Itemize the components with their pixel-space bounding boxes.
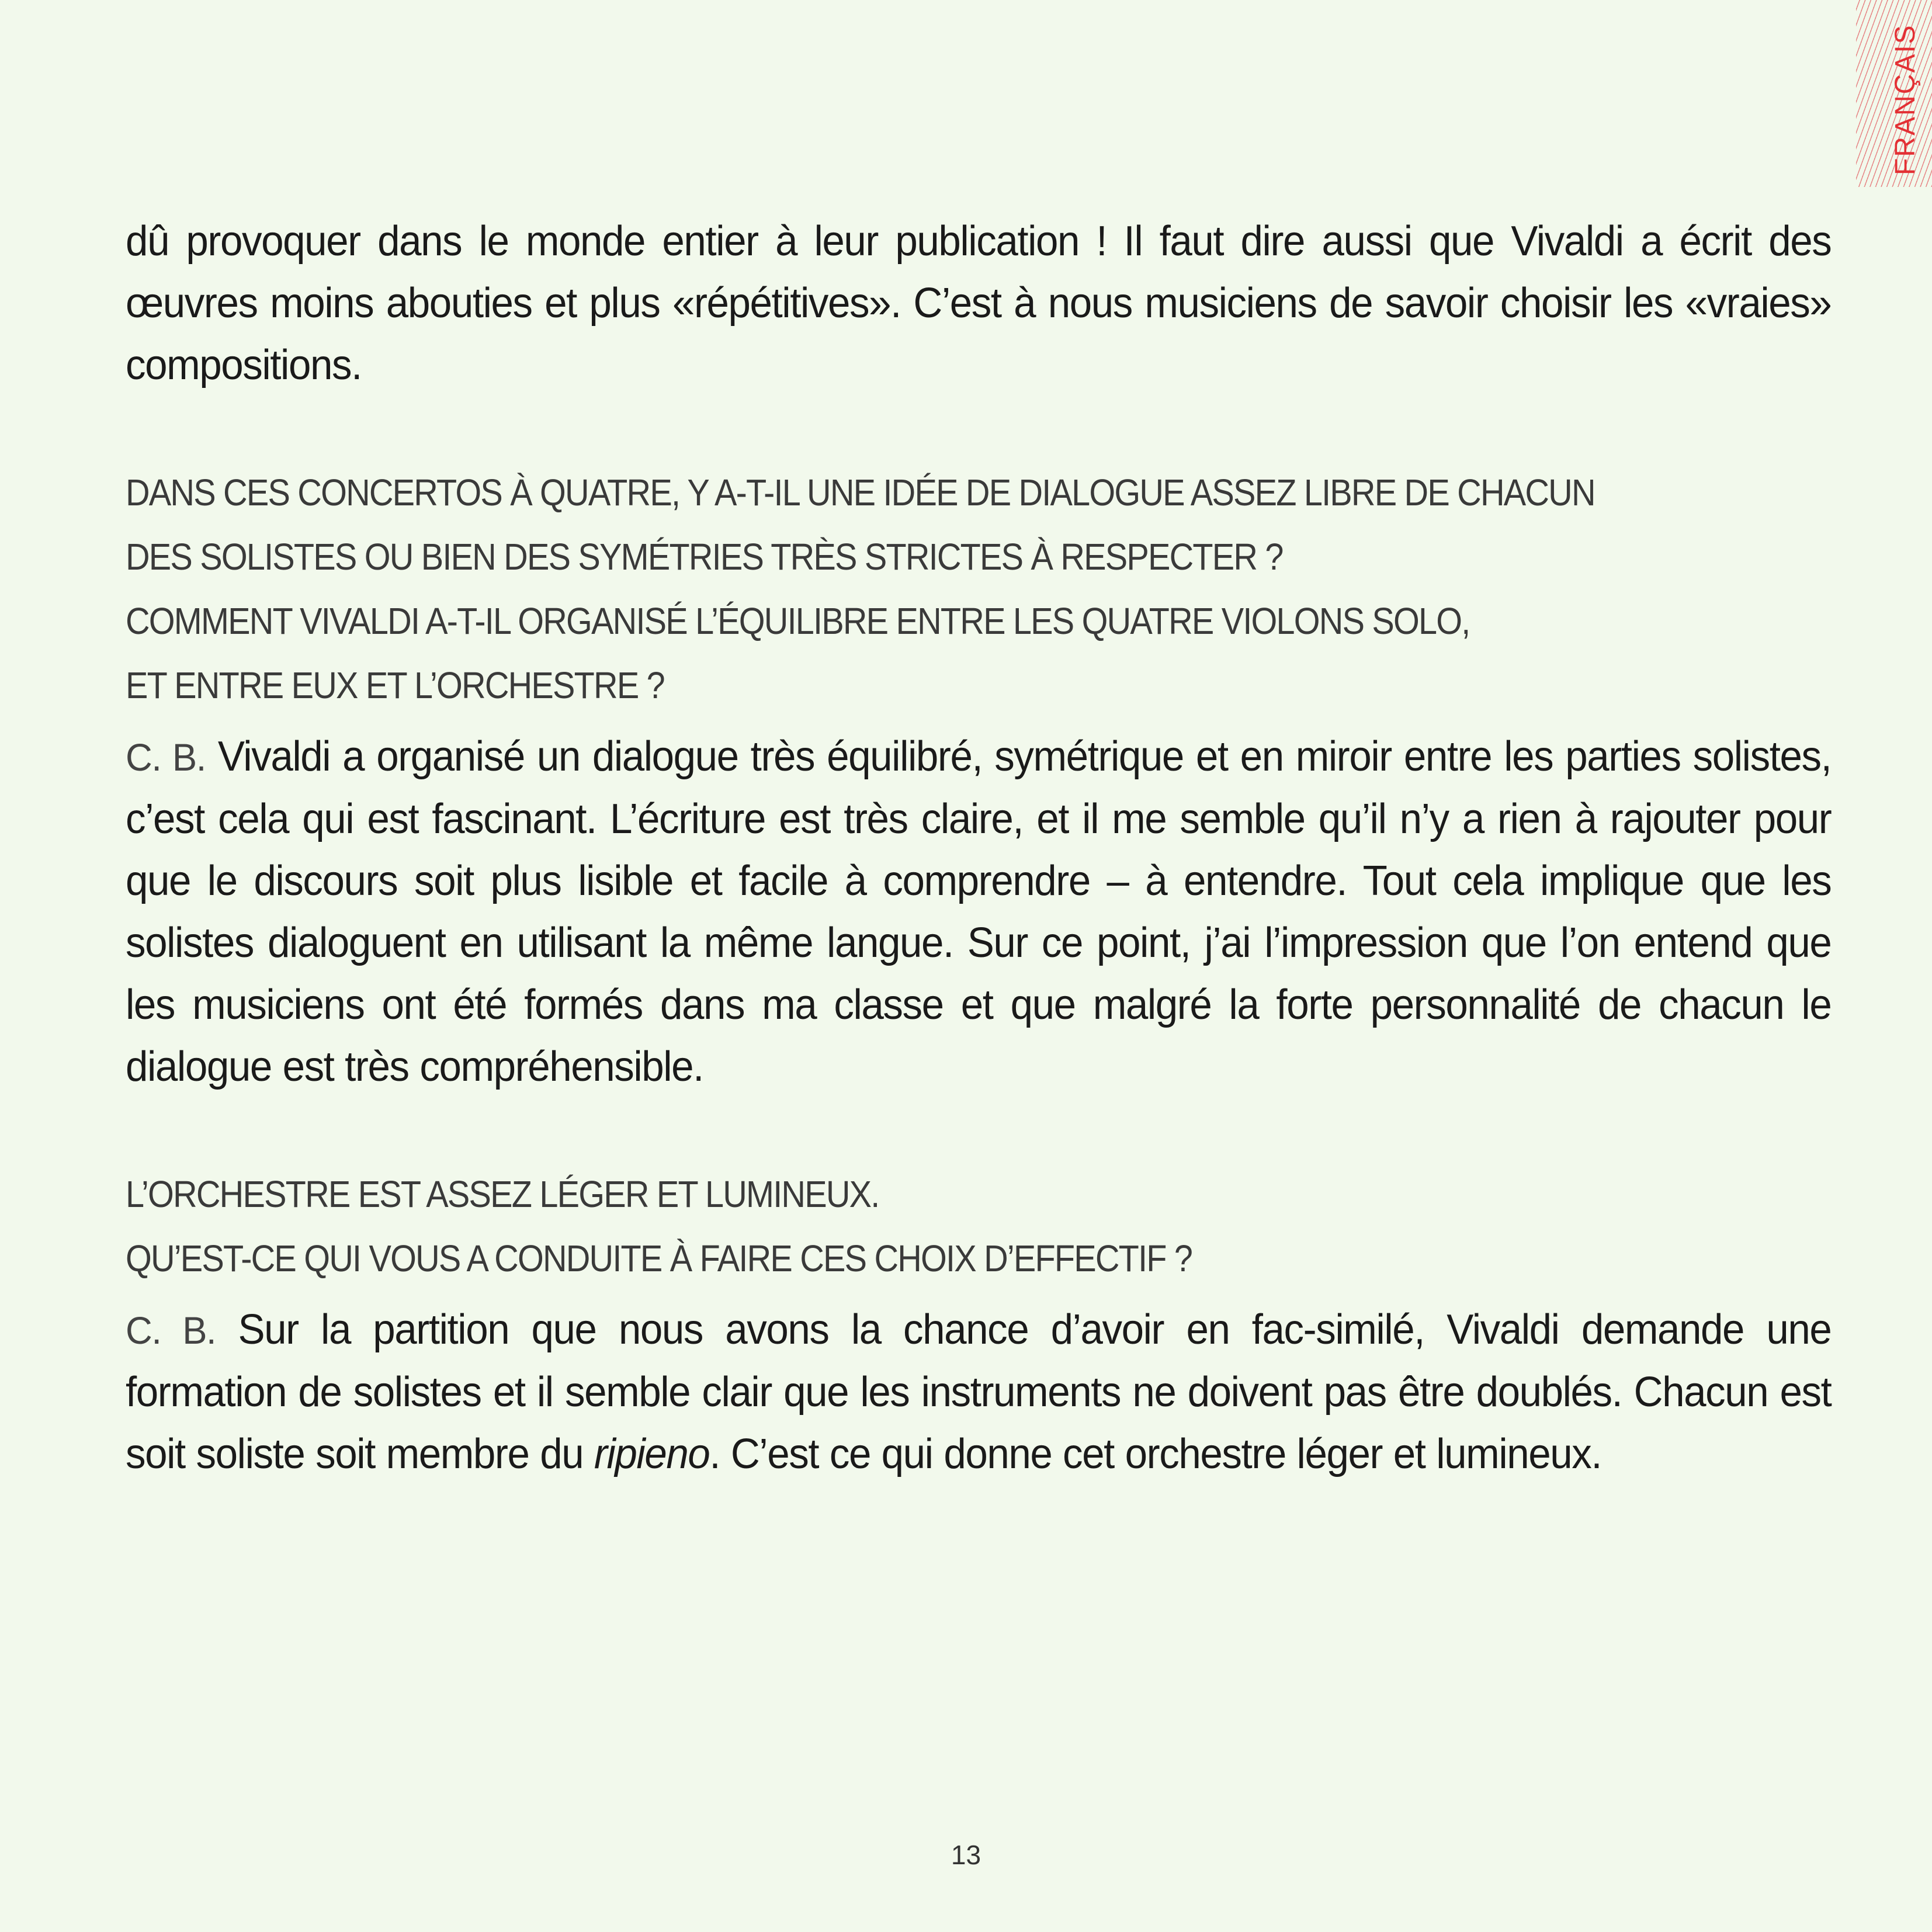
speaker-initials: C. B. [126, 736, 206, 779]
question-1-line-3: COMMENT VIVALDI A-T-IL ORGANISÉ L’ÉQUILIBRE ENTRE LES QUATRE VIOLONS SOLO, [126, 600, 1470, 642]
answer-2-text-before: Sur la partition que nous avons la chance d’avoir en fac-similé, Vivaldi demande une formation de solistes et il semble clair que les instruments ne doivent pas être doublés. Chacun est soit soliste soit membre du [126, 1306, 1832, 1477]
spacer [126, 717, 1832, 726]
question-2 [126, 1162, 1832, 1291]
question-1-line-2: DES SOLISTES OU BIEN DES SYMÉTRIES TRÈS STRICTES À RESPECTER ? [126, 536, 1283, 578]
speaker-initials: C. B. [126, 1309, 216, 1352]
answer-2 [126, 1299, 1831, 1485]
answer-2-text-after: . C’est ce qui donne cet orchestre léger et lumineux. [709, 1431, 1602, 1477]
language-label: FRANÇAIS [1890, 24, 1921, 175]
paragraph-continued: dû provoquer dans le monde entier à leur publication ! Il faut dire aussi que Vivaldi a écrit des œuvres moins abouties et plus «répétitives». C’est à nous musiciens de savoir choisir les «vraies» compositions. [126, 218, 1832, 389]
italic-term: ripieno [594, 1431, 710, 1477]
page-number: 13 [951, 1840, 981, 1870]
spacer [126, 1098, 1832, 1162]
spacer [126, 1291, 1832, 1299]
question-1-line-4: ET ENTRE EUX ET L’ORCHESTRE ? [126, 664, 664, 706]
question-2-line-2: QU’EST-CE QUI VOUS A CONDUITE À FAIRE CES CHOIX D’EFFECTIF ? [126, 1237, 1192, 1279]
question-2-line-1: L’ORCHESTRE EST ASSEZ LÉGER ET LUMINEUX. [126, 1173, 879, 1215]
main-content [126, 210, 1832, 1485]
answer-1-text: Vivaldi a organisé un dialogue très équilibré, symétrique et en miroir entre les parties solistes, c’est cela qui est fascinant. L’écriture est très claire, et il me semble qu’il n’y a rien à rajouter pour que le discours soit plus lisible et facile à comprendre – à entendre. Tout cela implique que les solistes dialoguent en utilisant la même langue. Sur ce point, j’ai l’impression que l’on entend que les musiciens ont été formés dans ma classe et que malgré la forte personnalité de chacun le dialogue est très compréhensible. [126, 733, 1832, 1090]
language-tab [1856, 0, 1932, 187]
question-1-line-1: DANS CES CONCERTOS À QUATRE, Y A-T-IL UNE IDÉE DE DIALOGUE ASSEZ LIBRE DE CHACUN [126, 471, 1595, 514]
question-1 [126, 460, 1832, 717]
answer-1 [126, 726, 1831, 1098]
spacer [126, 396, 1832, 460]
